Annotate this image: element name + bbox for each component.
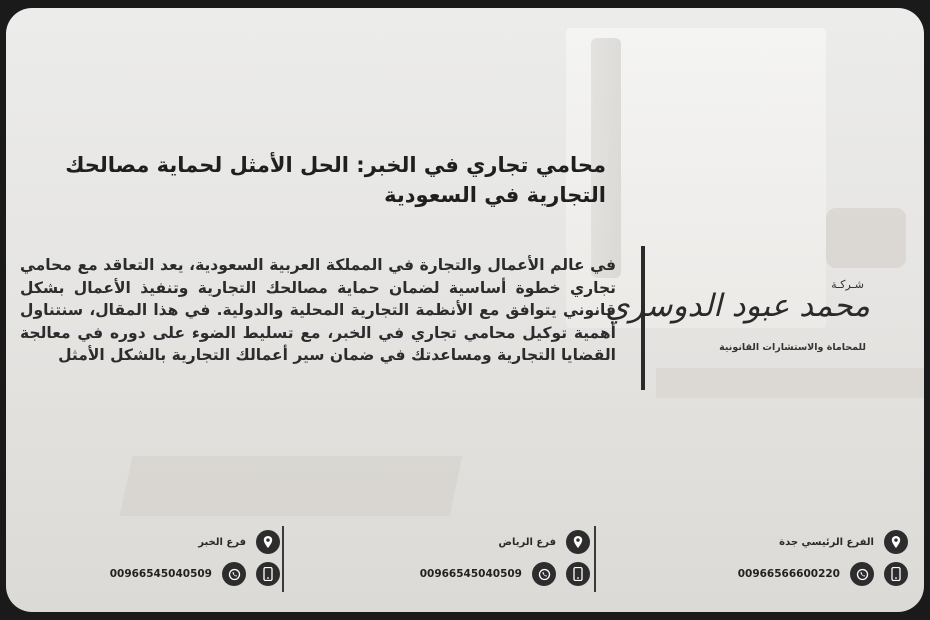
- article-title: محامي تجاري في الخبر: الحل الأمثل لحماية مصالحك التجارية في السعودية: [65, 153, 606, 207]
- whatsapp-icon[interactable]: [222, 562, 246, 586]
- article-intro: في عالم الأعمال والتجارة في المملكة العربية السعودية، يعد التعاقد مع محامي تجاري خطوة أساسية لضمان حماية مصالحك التجارية وتنفيذ الأعمال بشكل قانوني يتوافق مع الأنظمة التجارية المحلية والدولية. في هذا المقال، سنتناول أهمية توكيل محامي تجاري في الخبر، مع تسليط الضوء على دوره في معالجة القضايا التجارية ومساعدتك في ضمان سير أعمالك التجارية بالشكل الأمثل: [20, 256, 616, 364]
- location-pin-icon: [256, 530, 280, 554]
- branch-khobar: [94, 528, 280, 592]
- whatsapp-icon[interactable]: [532, 562, 556, 586]
- mobile-phone-icon[interactable]: [884, 562, 908, 586]
- logo-name: محمد عبود الدوسري: [605, 288, 870, 324]
- company-logo: [605, 274, 900, 364]
- mobile-phone-icon[interactable]: [256, 562, 280, 586]
- logo-company-word: شـركـة: [831, 278, 864, 291]
- branch-separator: [282, 526, 284, 592]
- logo-subtitle: للمحاماة والاستشارات القانونية: [719, 342, 866, 353]
- branch-phone[interactable]: 00966566600220: [737, 568, 840, 580]
- location-pin-icon: [884, 530, 908, 554]
- background-chair: [826, 208, 906, 268]
- branch-name: الفرع الرئيسي جدة: [779, 536, 874, 548]
- branch-phone[interactable]: 00966545040509: [419, 568, 522, 580]
- branch-name: فرع الرياض: [498, 536, 556, 548]
- background-desk: [656, 368, 924, 398]
- mobile-phone-icon[interactable]: [566, 562, 590, 586]
- branch-name: فرع الخبر: [198, 536, 246, 548]
- whatsapp-icon[interactable]: [850, 562, 874, 586]
- branch-phone[interactable]: 00966545040509: [109, 568, 212, 580]
- promo-card: [6, 8, 924, 612]
- branch-riyadh: [404, 528, 590, 592]
- branch-separator: [594, 526, 596, 592]
- branch-jeddah: [722, 528, 908, 592]
- background-table: [120, 456, 463, 516]
- location-pin-icon: [566, 530, 590, 554]
